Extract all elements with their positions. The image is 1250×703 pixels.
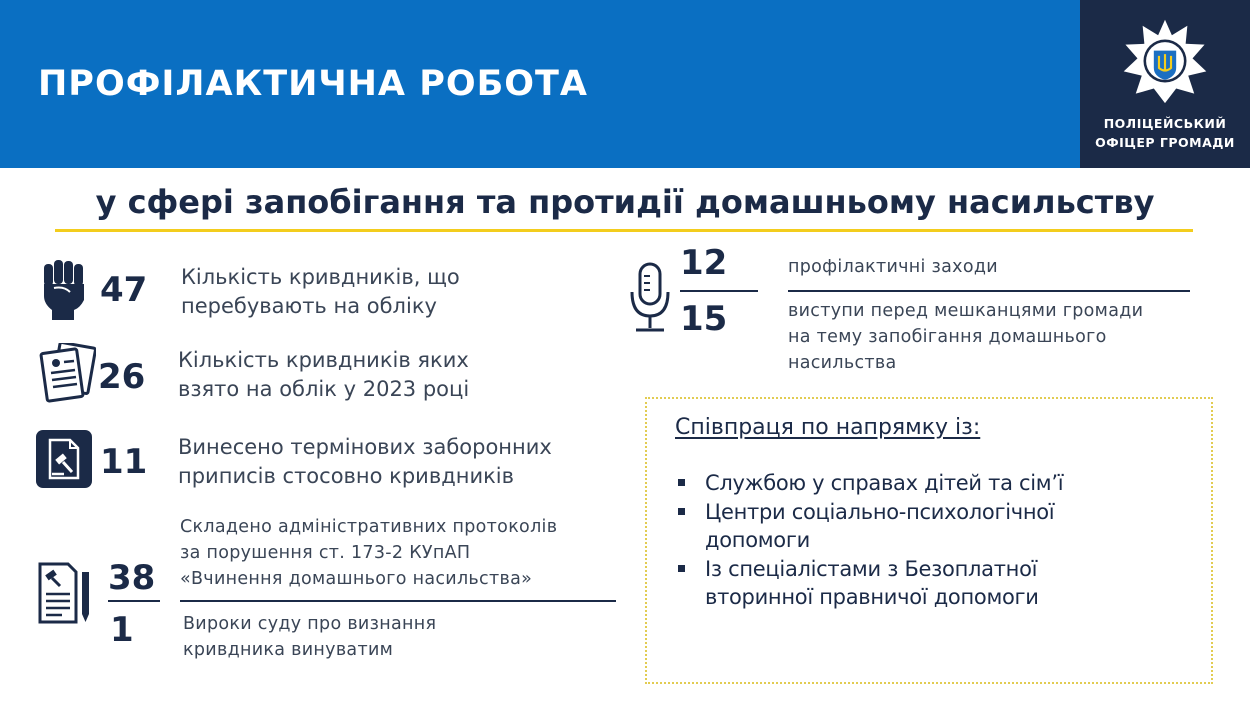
subtitle: у сфері запобігання та протидії домашньому насильству xyxy=(95,183,1155,221)
cooperation-item xyxy=(675,469,1195,498)
stat-description-line: приписів стосовно кривдників xyxy=(178,464,514,488)
cooperation-item-line: вторинної правничої допомоги xyxy=(705,585,1039,609)
protocols-divider xyxy=(180,600,616,602)
stat-description-line: Кількість кривдників, що xyxy=(181,265,460,289)
cooperation-box xyxy=(645,397,1213,684)
speeches-description-line: насильства xyxy=(788,353,897,373)
logo-text-line1: ПОЛІЦЕЙСЬКИЙ xyxy=(1103,116,1227,131)
fist-icon xyxy=(40,258,88,320)
protocols-number-divider xyxy=(108,600,160,602)
cooperation-item xyxy=(675,555,1195,612)
stat-value: 47 xyxy=(100,270,148,310)
cooperation-list xyxy=(675,469,1195,612)
cooperation-item-line: Центри соціально-психологічної xyxy=(705,499,1055,524)
stat-description-line: перебувають на обліку xyxy=(181,294,437,318)
court-verdicts-value: 1 xyxy=(110,610,134,650)
protocols-value: 38 xyxy=(108,558,156,598)
cooperation-item-line: Із спеціалістами з Безоплатної xyxy=(705,556,1038,581)
gavel-document-icon xyxy=(36,430,92,488)
speeches-description-line: на тему запобігання домашнього xyxy=(788,327,1107,347)
stat-description-line: Винесено термінових заборонних xyxy=(178,435,552,459)
protocols-description-line: Складено адміністративних протоколів xyxy=(180,517,558,537)
cooperation-item-line: допомоги xyxy=(705,528,810,552)
cooperation-title: Співпраця по напрямку із: xyxy=(675,415,981,440)
events-number-divider xyxy=(680,290,758,292)
police-star-icon xyxy=(1122,18,1208,104)
police-logo-panel xyxy=(1080,0,1250,168)
bullet-icon xyxy=(678,565,685,572)
header-banner xyxy=(0,0,1080,168)
documents-icon xyxy=(38,343,96,403)
events-value: 12 xyxy=(680,243,728,283)
events-label: профілактичні заходи xyxy=(788,257,998,277)
legal-document-pen-icon xyxy=(38,562,92,624)
speeches-value: 15 xyxy=(680,299,728,339)
cooperation-item-line: Службою у справах дітей та сім’ї xyxy=(705,471,1064,495)
stat-description-line: Кількість кривдників яких xyxy=(178,348,469,372)
bullet-icon xyxy=(678,508,685,515)
logo-text-line2: ОФІЦЕР ГРОМАДИ xyxy=(1095,135,1235,150)
stat-value: 26 xyxy=(98,357,146,397)
protocols-description-line: «Вчинення домашнього насильства» xyxy=(180,569,533,589)
subtitle-underline xyxy=(55,229,1193,232)
cooperation-item xyxy=(675,498,1195,555)
court-verdicts-description-line: Вироки суду про визнання xyxy=(183,614,437,634)
events-divider xyxy=(788,290,1190,292)
page-title: ПРОФІЛАКТИЧНА РОБОТА xyxy=(38,64,589,104)
bullet-icon xyxy=(678,479,685,486)
protocols-description-line: за порушення ст. 173-2 КУпАП xyxy=(180,543,471,563)
stat-value: 11 xyxy=(100,442,148,482)
microphone-icon xyxy=(628,262,672,334)
court-verdicts-description-line: кривдника винуватим xyxy=(183,640,394,660)
stat-description-line: взято на облік у 2023 році xyxy=(178,377,470,401)
speeches-description-line: виступи перед мешканцями громади xyxy=(788,301,1144,321)
